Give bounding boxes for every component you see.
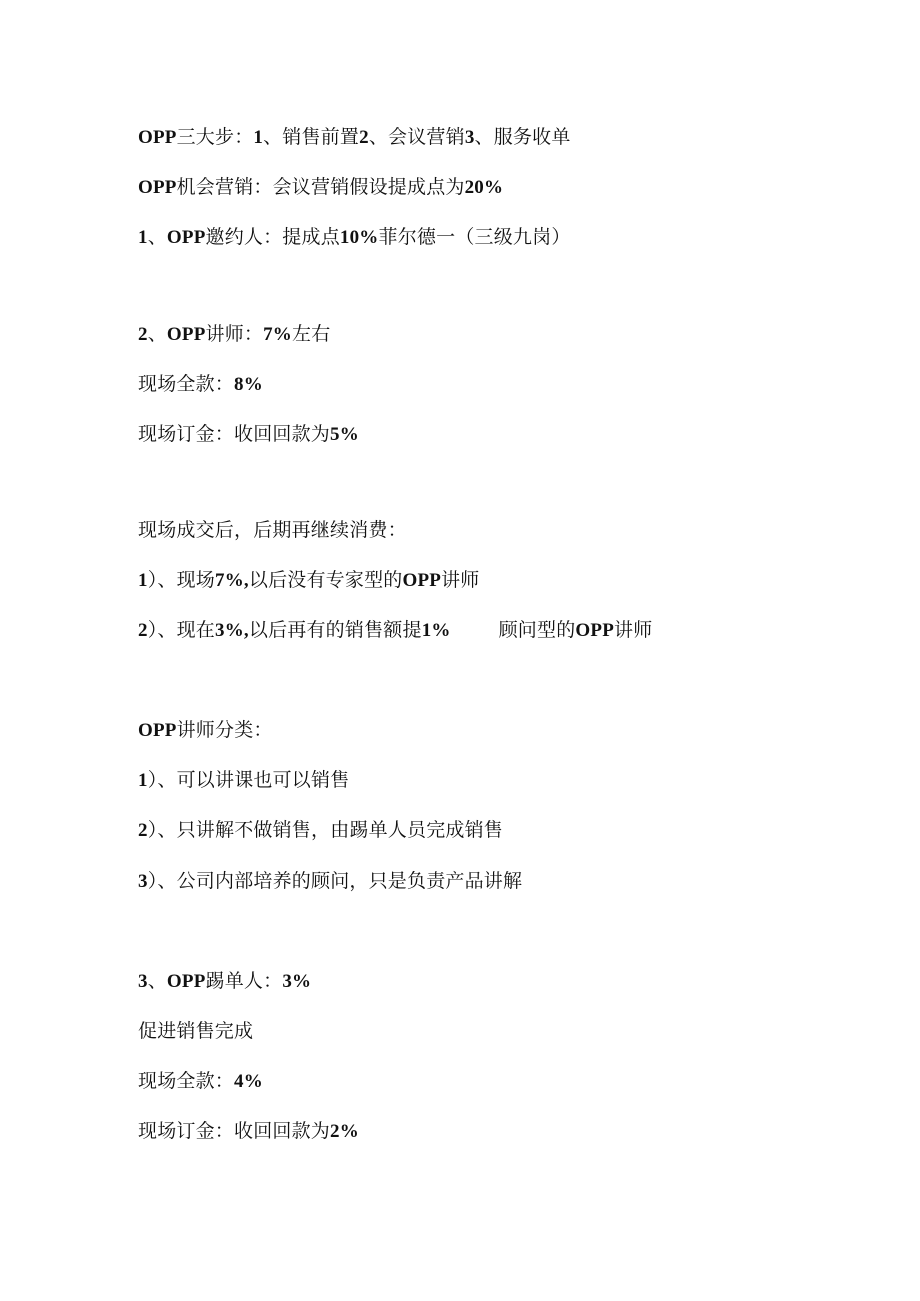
text-run: 5%	[330, 424, 359, 445]
text-run: OPP	[138, 720, 177, 741]
text-run: 现场订金：收回回款为	[138, 423, 331, 445]
text-run: 顾问型的	[498, 619, 576, 641]
text-line-after-deal-item-1	[138, 568, 479, 593]
text-run: ）、可以讲课也可以销售	[147, 769, 350, 791]
text-run: 3%,	[215, 620, 249, 641]
text-run: 以后没有专家型的	[248, 569, 403, 591]
text-run: 7%,	[215, 570, 249, 591]
text-line-opp-three-steps	[138, 125, 571, 150]
text-run: OPP	[575, 620, 614, 641]
text-line-after-deal-item-2	[138, 618, 652, 643]
text-run: ）、现在	[147, 619, 216, 641]
text-line-opp-lecturer	[138, 322, 330, 347]
text-run: OPP	[402, 570, 442, 591]
text-run: 1	[138, 770, 148, 791]
text-run: 3	[138, 871, 148, 892]
text-run: 2	[359, 127, 369, 148]
text-run: 3	[464, 127, 475, 148]
text-run: 7%	[263, 324, 293, 345]
text-run: 现场订金：收回回款为	[138, 1120, 331, 1142]
text-run: 3%	[282, 971, 312, 992]
text-run: 、	[147, 323, 167, 345]
text-line-onsite-deposit-closer	[138, 1119, 359, 1144]
text-line-onsite-full-payment-closer	[138, 1069, 263, 1094]
text-line-category-3	[138, 869, 522, 894]
text-run: OPP	[166, 324, 206, 345]
text-line-category-1	[138, 768, 349, 793]
text-run: 讲师	[441, 569, 480, 591]
text-run: 邀约人：提成点	[205, 226, 340, 248]
text-run: 促进销售完成	[138, 1020, 254, 1042]
text-run: 现场全款：	[138, 1070, 235, 1092]
text-run: 10%	[339, 227, 379, 248]
text-run: 1	[138, 227, 148, 248]
text-run: OPP	[166, 227, 206, 248]
text-line-onsite-deposit-lecturer	[138, 422, 359, 447]
text-run: 踢单人：	[205, 970, 283, 992]
text-run: 3	[138, 971, 148, 992]
text-run: 讲师：	[205, 323, 264, 345]
text-run: 1	[138, 570, 148, 591]
text-run: 现场成交后，后期再继续消费：	[138, 519, 407, 541]
text-run: 2	[138, 620, 148, 641]
text-run: 20%	[464, 177, 504, 198]
text-run: 机会营销：会议营销假设提成点为	[176, 176, 465, 198]
text-run: 2%	[330, 1121, 359, 1142]
text-run: 、销售前置	[263, 126, 360, 148]
text-line-category-2	[138, 818, 503, 843]
text-run: 、	[147, 226, 167, 248]
text-run: 、会议营销	[368, 126, 465, 148]
text-run: 左右	[292, 323, 331, 345]
text-run: OPP	[138, 127, 177, 148]
text-line-opp-closer	[138, 969, 311, 994]
text-run: 2	[138, 820, 148, 841]
text-line-opp-opportunity-marketing	[138, 175, 503, 200]
text-line-onsite-full-payment-lecturer	[138, 372, 263, 397]
text-run: 现场全款：	[138, 373, 235, 395]
text-run: OPP	[138, 177, 177, 198]
text-run: 、	[147, 970, 167, 992]
text-run: ）、公司内部培养的顾问，只是负责产品讲解	[147, 870, 523, 892]
text-run: 菲尔德一（三级九岗）	[378, 226, 571, 248]
text-run: OPP	[166, 971, 206, 992]
text-run: ）、只讲解不做销售，由踢单人员完成销售	[147, 819, 504, 841]
text-run: 讲师	[614, 619, 653, 641]
text-run: 以后再有的销售额提	[248, 619, 422, 641]
text-run: 8%	[234, 374, 263, 395]
text-run: 、服务收单	[474, 126, 571, 148]
text-run: 讲师分类：	[176, 719, 273, 741]
text-run: 2	[138, 324, 148, 345]
text-run: ）、现场	[147, 569, 216, 591]
text-run: 4%	[234, 1071, 263, 1092]
text-line-promote-sales	[138, 1019, 253, 1043]
text-run: 1%	[421, 620, 451, 641]
text-line-after-deal	[138, 518, 407, 542]
text-line-lecturer-categories	[138, 718, 273, 743]
text-run: 三大步：	[176, 126, 254, 148]
text-run: 1	[253, 127, 264, 148]
text-line-opp-inviter	[138, 225, 571, 250]
